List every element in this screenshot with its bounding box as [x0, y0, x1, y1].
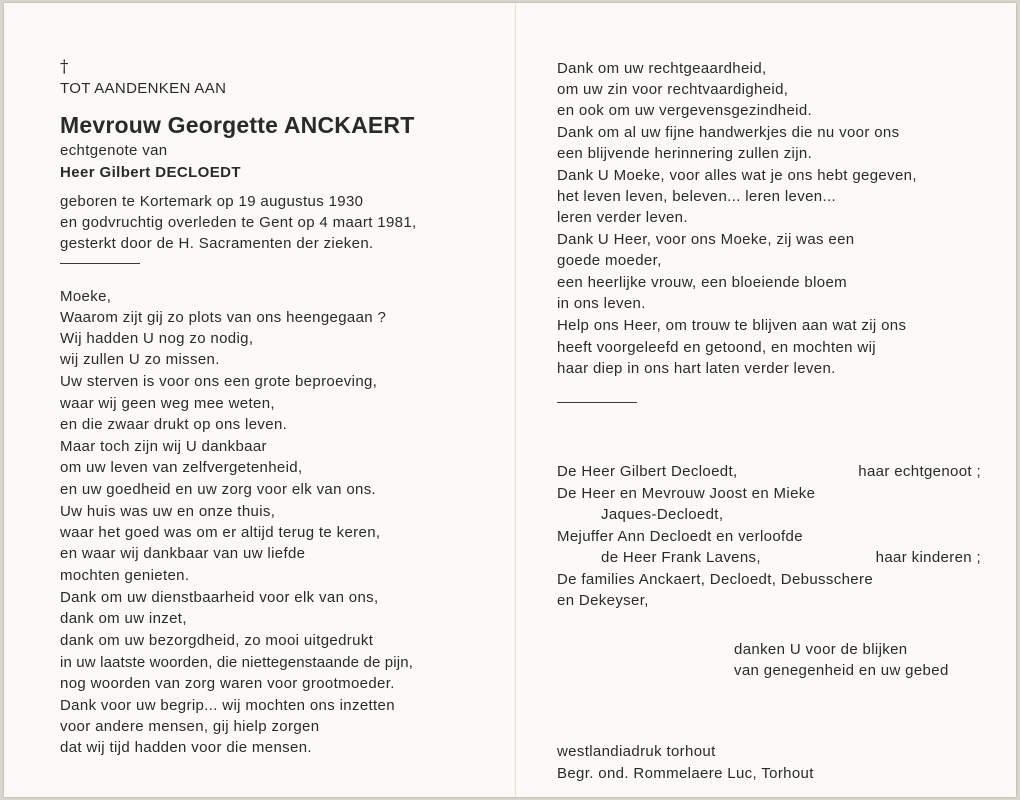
- spouse-name: Heer Gilbert DECLOEDT: [60, 164, 241, 181]
- divider: [60, 263, 140, 264]
- poem-line: en ook om uw vergevensgezindheid.: [557, 102, 813, 119]
- poem-line: Moeke,: [60, 288, 112, 305]
- poem-line: het leven leven, beleven... leren leven...: [557, 188, 837, 205]
- poem-line: wij zullen U zo missen.: [60, 351, 220, 368]
- poem-line: Dank voor uw begrip... wij mochten ons inzetten: [60, 697, 395, 714]
- detail-line: en godvruchtig overleden te Gent op 4 maart 1981,: [60, 214, 417, 231]
- family-role: haar kinderen ;: [875, 549, 981, 566]
- memorial-card: [4, 3, 1016, 797]
- detail-line: gesterkt door de H. Sacramenten der zieken.: [60, 235, 374, 252]
- poem-line: Dank U Moeke, voor alles wat je ons hebt gegeven,: [557, 167, 917, 184]
- poem-line: in uw laatste woorden, die niettegenstaande de pijn,: [60, 654, 414, 671]
- poem-line: Uw sterven is voor ons een grote beproeving,: [60, 373, 378, 390]
- heading: TOT AANDENKEN AAN: [60, 80, 227, 97]
- family-line: Jaques-Decloedt,: [601, 506, 724, 523]
- deceased-name: Mevrouw Georgette ANCKAERT: [60, 112, 415, 138]
- poem-line: in ons leven.: [557, 295, 646, 312]
- poem-line: Dank om uw rechtgeaardheid,: [557, 60, 767, 77]
- poem-line: een blijvende herinnering zullen zijn.: [557, 145, 813, 162]
- poem-line: Dank U Heer, voor ons Moeke, zij was een: [557, 231, 855, 248]
- poem-line: Help ons Heer, om trouw te blijven aan wat zij ons: [557, 317, 907, 334]
- poem-line: heeft voorgeleefd en getoond, en mochten wij: [557, 339, 876, 356]
- family-line: De Heer Gilbert Decloedt,: [557, 463, 738, 480]
- family-line: Mejuffer Ann Decloedt en verloofde: [557, 528, 803, 545]
- cross-icon: †: [60, 57, 69, 77]
- poem-line: mochten genieten.: [60, 567, 190, 584]
- thanks-line: van genegenheid en uw gebed: [734, 662, 949, 679]
- left-panel: [54, 3, 499, 797]
- poem-line: Uw huis was uw en onze thuis,: [60, 503, 276, 520]
- family-line: de Heer Frank Lavens,: [601, 549, 761, 566]
- poem-line: leren verder leven.: [557, 209, 688, 226]
- poem-line: en waar wij dankbaar van uw liefde: [60, 545, 306, 562]
- poem-line: Dank om uw dienstbaarheid voor elk van ons,: [60, 589, 379, 606]
- family-role: haar echtgenoot ;: [858, 463, 981, 480]
- poem-line: waar wij geen weg mee weten,: [60, 395, 275, 412]
- detail-line: geboren te Kortemark op 19 augustus 1930: [60, 193, 364, 210]
- poem-line: een heerlijke vrouw, een bloeiende bloem: [557, 274, 848, 291]
- poem-line: dank om uw inzet,: [60, 610, 187, 627]
- poem-line: om uw leven van zelfvergetenheid,: [60, 459, 303, 476]
- poem-line: en die zwaar drukt op ons leven.: [60, 416, 288, 433]
- family-line: De families Anckaert, Decloedt, Debusschere: [557, 571, 874, 588]
- thanks-line: danken U voor de blijken: [734, 641, 908, 658]
- poem-line: Maar toch zijn wij U dankbaar: [60, 438, 267, 455]
- spouse-label: echtgenote van: [60, 142, 168, 159]
- poem-line: en uw goedheid en uw zorg voor elk van ons.: [60, 481, 377, 498]
- poem-line: om uw zin voor rechtvaardigheid,: [557, 81, 789, 98]
- card-fold-line: [515, 3, 516, 797]
- poem-line: dank om uw bezorgdheid, zo mooi uitgedrukt: [60, 632, 374, 649]
- family-line: en Dekeyser,: [557, 592, 649, 609]
- poem-line: Wij hadden U nog zo nodig,: [60, 330, 254, 347]
- poem-line: dat wij tijd hadden voor die mensen.: [60, 739, 312, 756]
- poem-line: nog woorden van zorg waren voor grootmoeder.: [60, 675, 395, 692]
- poem-line: goede moeder,: [557, 252, 662, 269]
- poem-line: voor andere mensen, gij hielp zorgen: [60, 718, 320, 735]
- poem-line: Dank om al uw fijne handwerkjes die nu voor ons: [557, 124, 900, 141]
- divider: [557, 402, 637, 403]
- right-panel: [557, 3, 997, 797]
- poem-line: haar diep in ons hart laten verder leven.: [557, 360, 836, 377]
- printer-line: Begr. ond. Rommelaere Luc, Torhout: [557, 765, 814, 782]
- family-line: De Heer en Mevrouw Joost en Mieke: [557, 485, 816, 502]
- poem-line: waar het goed was om er altijd terug te keren,: [60, 524, 381, 541]
- printer-line: westlandiadruk torhout: [557, 743, 716, 760]
- poem-line: Waarom zijt gij zo plots van ons heengegaan ?: [60, 309, 387, 326]
